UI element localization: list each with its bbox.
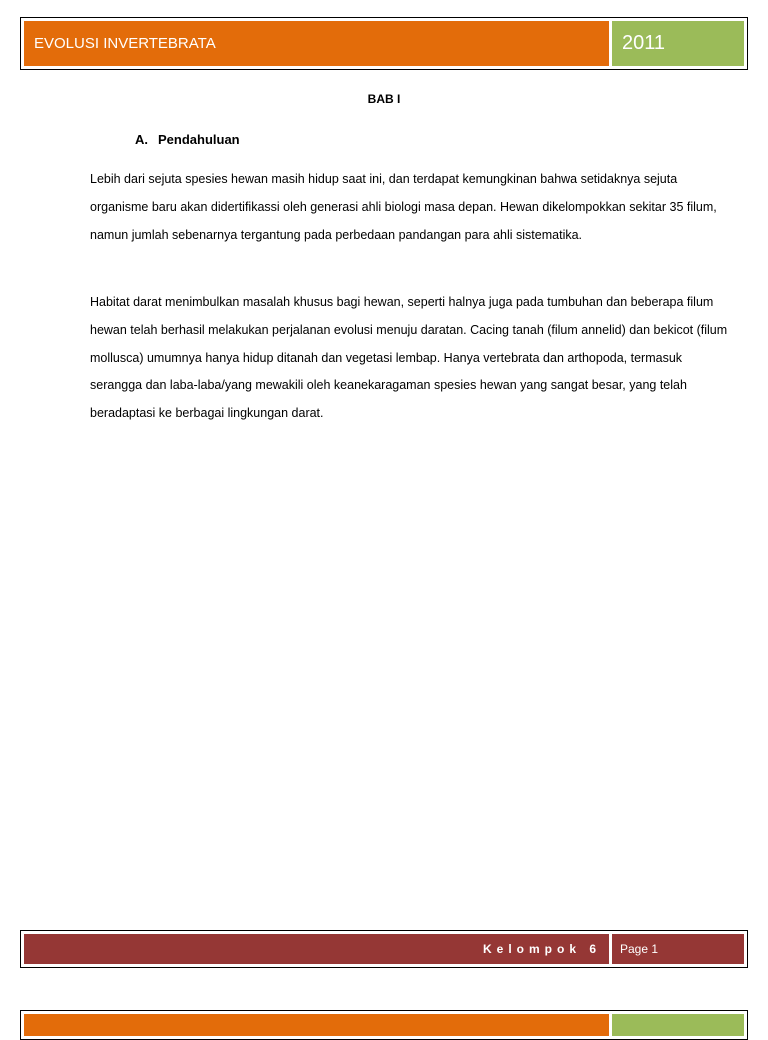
paragraph-1: Lebih dari sejuta spesies hewan masih hidup saat ini, dan terdapat kemungkinan bahwa setidaknya sejuta organisme baru akan didertifikassi oleh generasi ahli biologi masa depan. Hewan dikelompokkan sekitar 35 filum, namun jumlah sebenarnya tergantung pada perbedaan pandangan para ahli sistematika. — [90, 172, 717, 242]
header-year: 2011 — [612, 21, 744, 66]
footer-page-number: Page 1 — [612, 934, 744, 964]
next-header-year-bar — [612, 1014, 744, 1036]
section-title: Pendahuluan — [158, 132, 240, 147]
page-footer — [20, 930, 748, 968]
next-header-title-bar — [24, 1014, 609, 1036]
page-header — [20, 17, 748, 70]
section-heading — [135, 132, 240, 147]
footer-group-label: Kelompok 6 — [24, 934, 609, 964]
paragraph-2: Habitat darat menimbulkan masalah khusus bagi hewan, seperti halnya juga pada tumbuhan dan beberapa filum hewan telah berhasil melakukan perjalanan evolusi menuju daratan. Cacing tanah (filum annelid) dan bekicot (filum mollusca) umumnya hanya hidup ditanah dan vegetasi lembap. Hanya vertebrata dan arthopoda, termasuk serangga dan laba-laba/yang mewakili oleh keanekaragaman spesies hewan yang sangat besar, yang telah beradaptasi ke berbagai lingkungan darat. — [90, 295, 728, 421]
section-number: A. — [135, 132, 148, 147]
header-title: EVOLUSI INVERTEBRATA — [24, 21, 609, 66]
chapter-heading: BAB I — [367, 92, 401, 106]
next-page-header — [20, 1010, 748, 1040]
